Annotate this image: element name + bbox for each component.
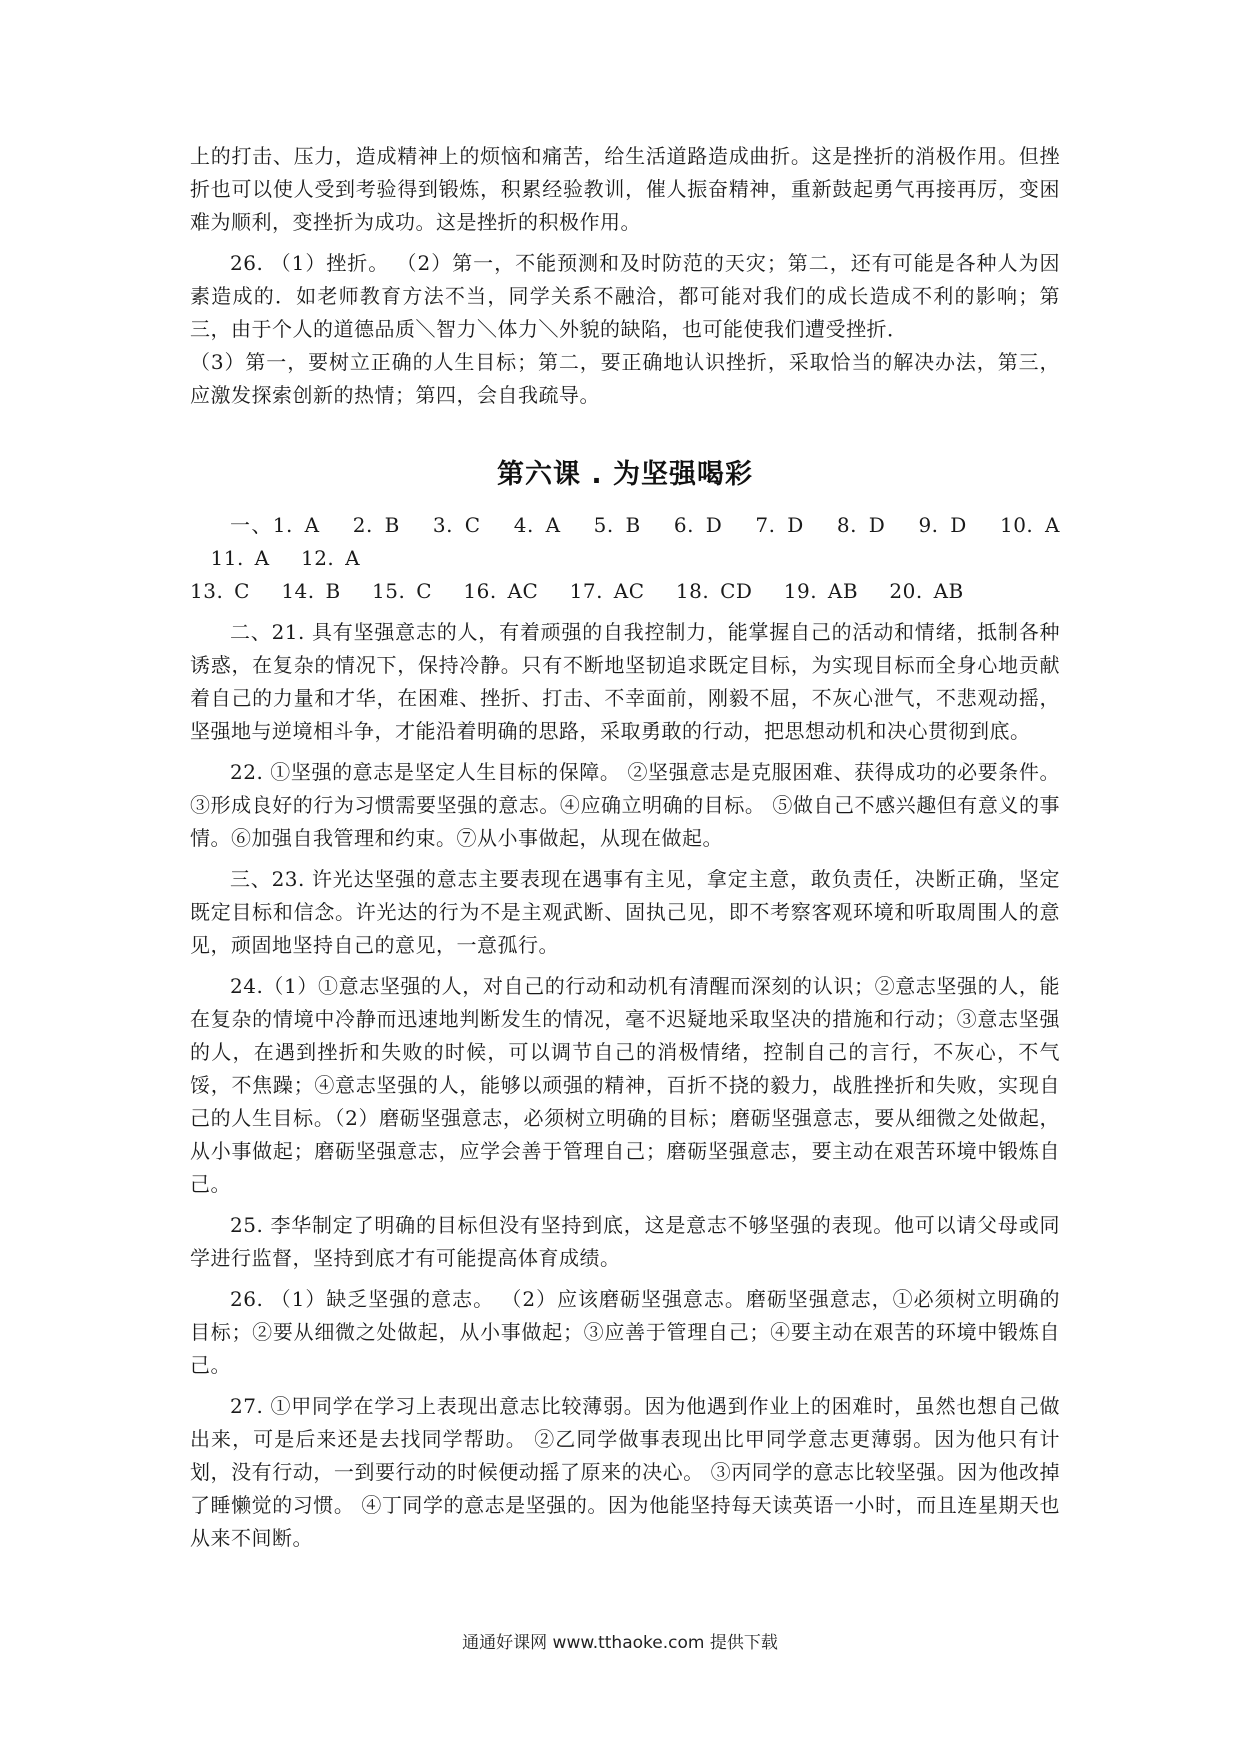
answers-line-2: 13. C 14. B 15. C 16. AC 17. AC 18. CD 19. AB 20. AB xyxy=(190,579,964,603)
answers-line-1: 一、1. A 2. B 3. C 4. A 5. B 6. D 7. D 8. D 9. D 10. A 11. A 12. A xyxy=(190,513,1060,570)
paragraph-q26: 26. （1）缺乏坚强的意志。 （2）应该磨砺坚强意志。磨砺坚强意志，①必须树立明确的目标；②要从细微之处做起，从小事做起；③应善于管理自己；④要主动在艰苦的环境中锻炼自己。 xyxy=(190,1287,1060,1377)
paragraph-q24: 24.（1）①意志坚强的人，对自己的行动和动机有清醒而深刻的认识；②意志坚强的人，能在复杂的情境中冷静而迅速地判断发生的情况，毫不迟疑地采取坚决的措施和行动；③意志坚强的人，在遇到挫折和失败的时候，可以调节自己的消极情绪，控制自己的言行，不灰心，不气馁，不焦躁；④意志坚强的人，能够以顽强的精神，百折不挠的毅力，战胜挫折和失败，实现自己的人生目标。（2）磨砺坚强意志，必须树立明确的目标；磨砺坚强意志，要从细微之处做起，从小事做起；磨砺坚强意志，应学会善于管理自己；磨砺坚强意志，要主动在艰苦环境中锻炼自己。 xyxy=(190,974,1060,1196)
lesson-title: 第六课 . 为坚强喝彩 xyxy=(496,459,754,490)
paragraph-q21: 二、21. 具有坚强意志的人，有着顽强的自我控制力，能掌握自己的活动和情绪，抵制各种诱惑，在复杂的情况下，保持冷静。只有不断地坚韧追求既定目标，为实现目标而全身心地贡献着自己的力量和才华，在困难、挫折、打击、不幸面前，刚毅不屈，不灰心泄气，不悲观动摇，坚强地与逆境相斗争，才能沿着明确的思路，采取勇敢的行动，把思想动机和决心贯彻到底。 xyxy=(190,620,1060,743)
paragraph-q23: 三、23. 许光达坚强的意志主要表现在遇事有主见，拿定主意，敢负责任，决断正确，坚定既定目标和信念。许光达的行为不是主观武断、固执己见，即不考察客观环境和听取周围人的意见，顽固地坚持自己的意见，一意孤行。 xyxy=(190,867,1060,957)
paragraph-q22: 22. ①坚强的意志是坚定人生目标的保障。 ②坚强意志是克服困难、获得成功的必要条件。③形成良好的行为习惯需要坚强的意志。④应确立明确的目标。 ⑤做自己不感兴趣但有意义的事情。⑥加强自我管理和约束。⑦从小事做起，从现在做起。 xyxy=(190,760,1060,850)
paragraph-q26-prev-part3: （3）第一，要树立正确的人生目标；第二，要正确地认识挫折，采取恰当的解决办法，第三，应激发探索创新的热情；第四，会自我疏导。 xyxy=(190,350,1060,407)
paragraph-q27: 27. ①甲同学在学习上表现出意志比较薄弱。因为他遇到作业上的困难时，虽然也想自己做出来，可是后来还是去找同学帮助。 ②乙同学做事表现出比甲同学意志更薄弱。因为他只有计划，没有行动，一到要行动的时候便动摇了原来的决心。 ③丙同学的意志比较坚强。因为他改掉了睡懒觉的习惯。 ④丁同学的意志是坚强的。因为他能坚持每天读英语一小时，而且连星期天也从来不间断。 xyxy=(190,1394,1060,1550)
paragraph-q26-prev: 26. （1）挫折。 （2）第一，不能预测和及时防范的天灾；第二，还有可能是各种人为因素造成的．如老师教育方法不当，同学关系不融洽，都可能对我们的成长造成不利的影响；第三，由于个人的道德品质＼智力＼体力＼外貌的缺陷，也可能使我们遭受挫折． xyxy=(190,251,1060,341)
paragraph-q25: 25. 李华制定了明确的目标但没有坚持到底，这是意志不够坚强的表现。他可以请父母或同学进行监督，坚持到底才有可能提高体育成绩。 xyxy=(190,1213,1060,1270)
document-page xyxy=(190,140,1060,1563)
paragraph-continuation: 上的打击、压力，造成精神上的烦恼和痛苦，给生活道路造成曲折。这是挫折的消极作用。但挫折也可以使人受到考验得到锻炼，积累经验教训，催人振奋精神，重新鼓起勇气再接再厉，变困难为顺利，变挫折为成功。这是挫折的积极作用。 xyxy=(190,144,1060,234)
page-footer: 通通好课网 www.tthaoke.com 提供下载 xyxy=(462,1633,778,1653)
